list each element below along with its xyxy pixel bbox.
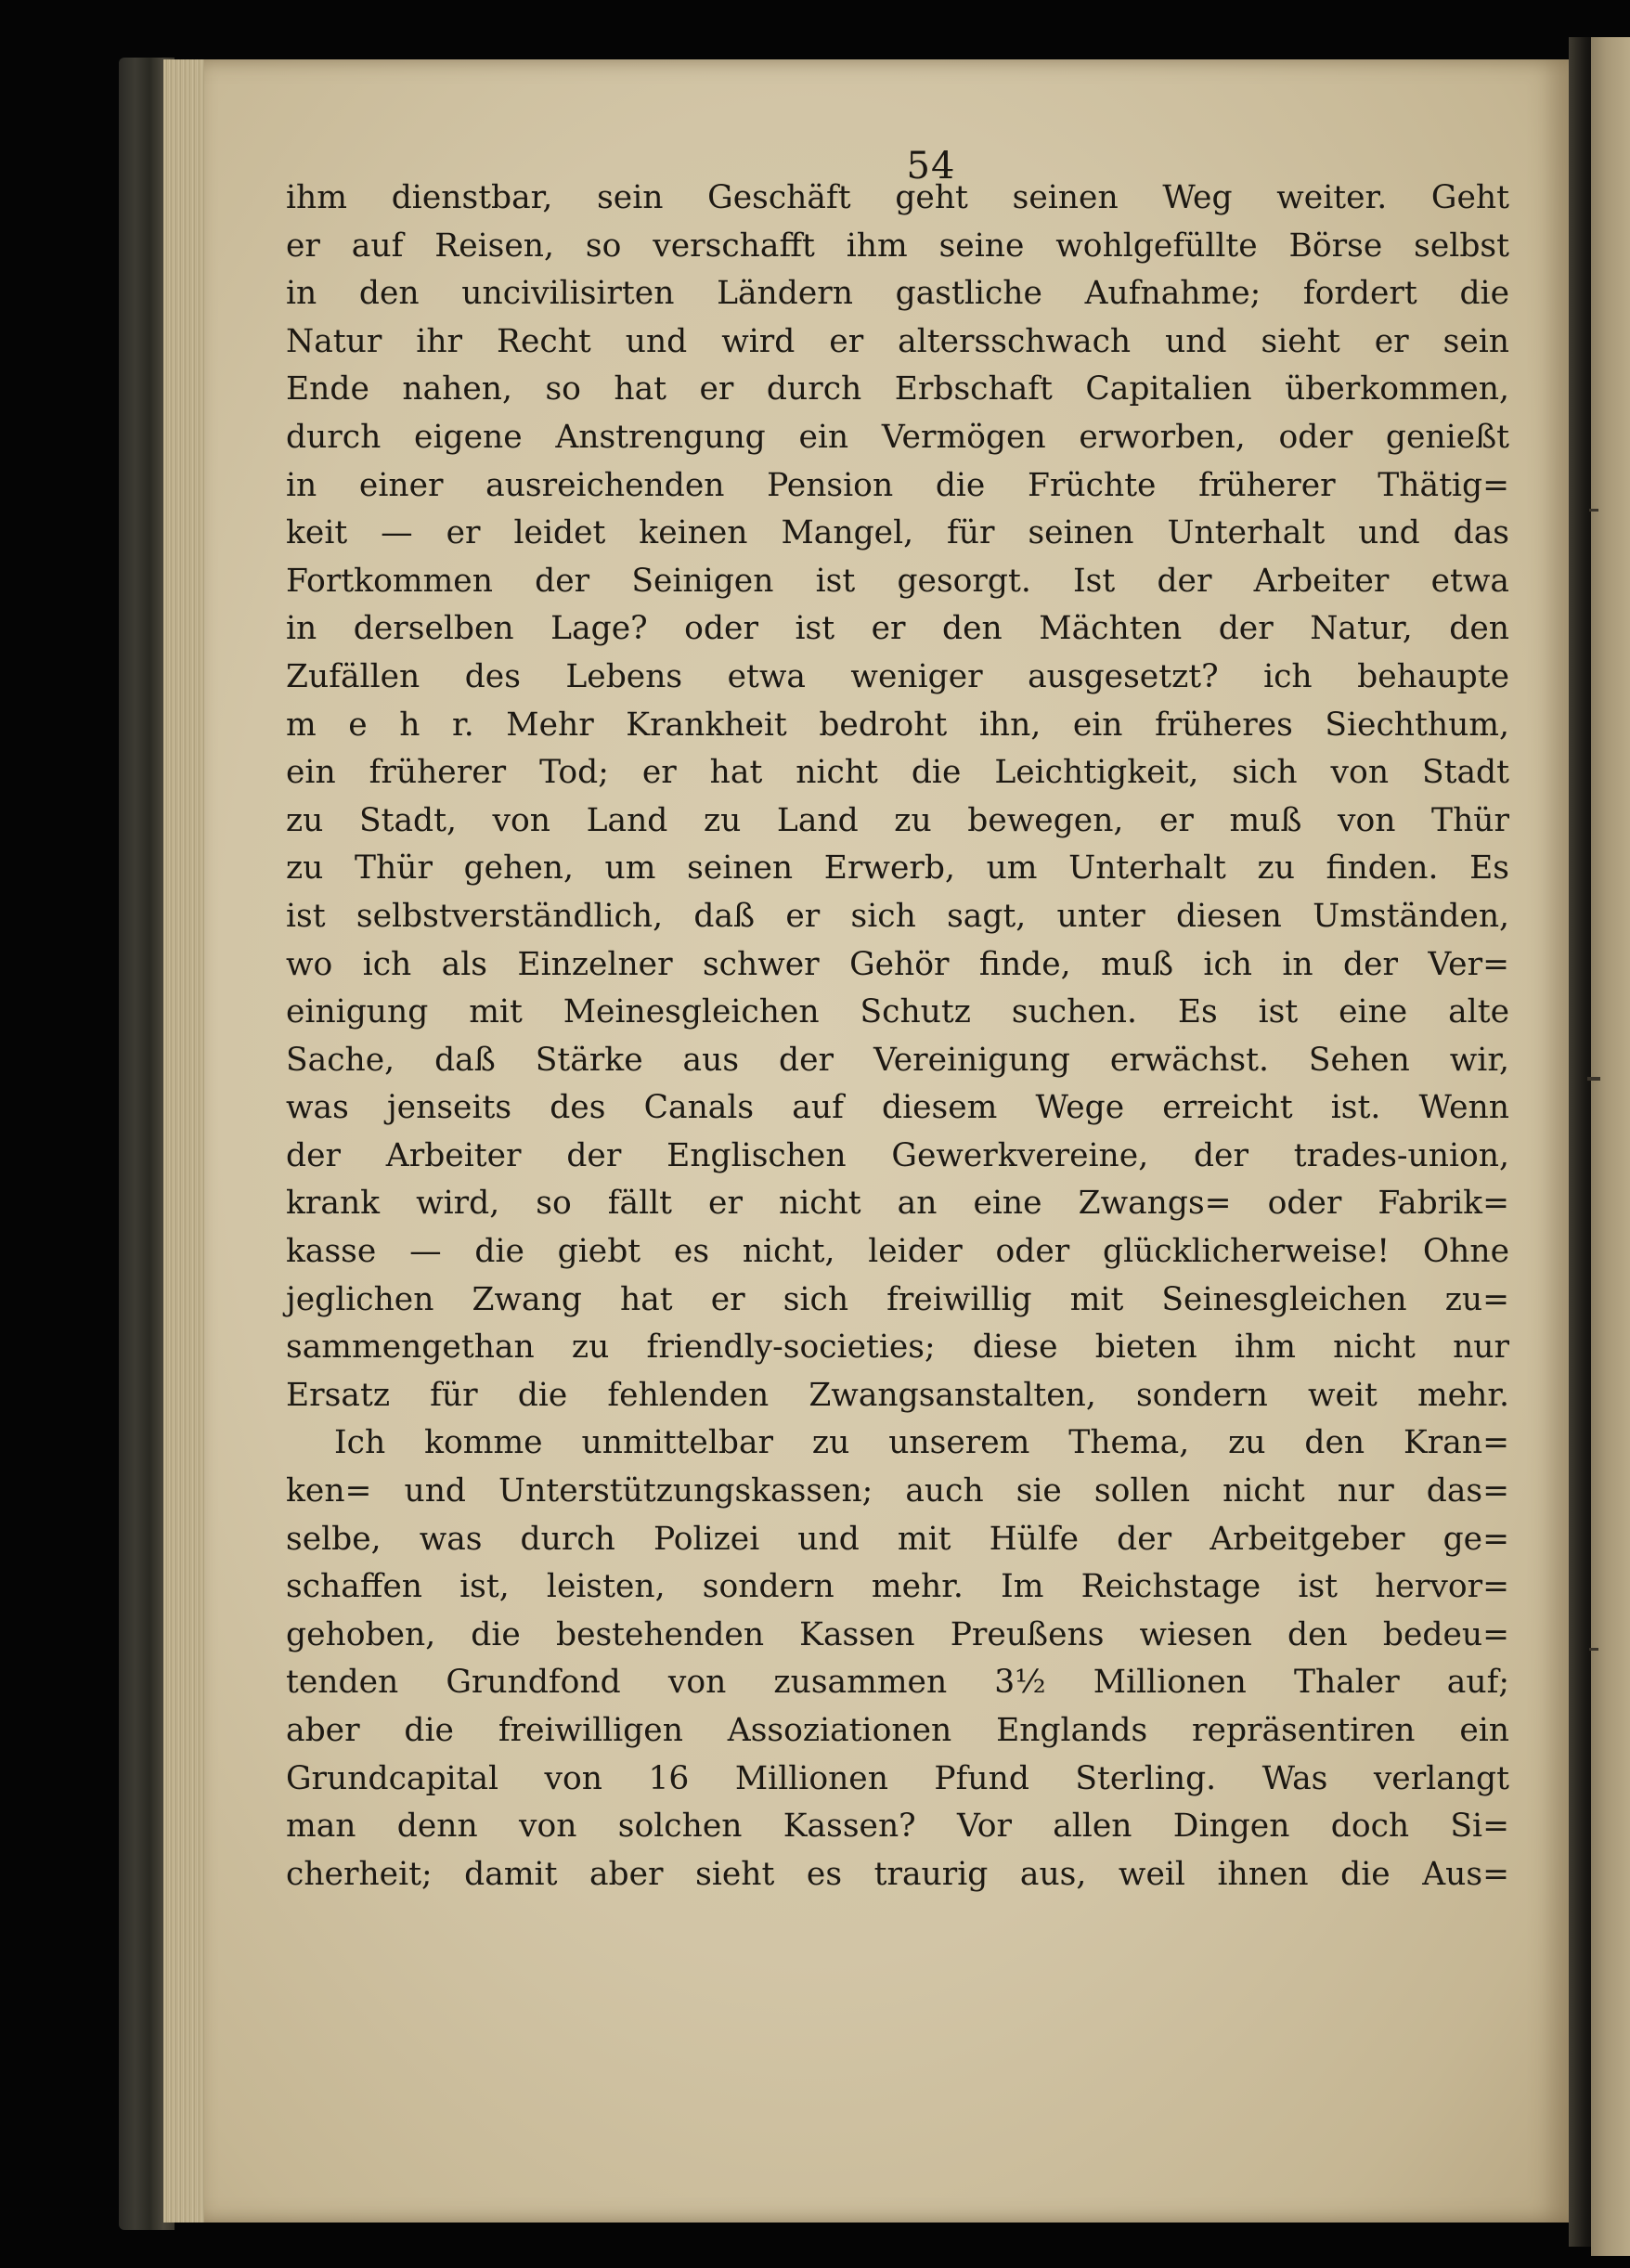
text-line: Zufällen des Lebens etwa weniger ausgesetzt? ich behaupte — [286, 657, 1509, 695]
margin-mark — [1589, 1648, 1598, 1651]
page-edges — [163, 59, 204, 2223]
text-line: ihm dienstbar, sein Geschäft geht seinen Weg weiter. Geht — [286, 179, 1509, 216]
text-line: schaffen ist, leisten, sondern mehr. Im Reichstage ist hervor= — [286, 1568, 1509, 1606]
text-line: gehoben, die bestehenden Kassen Preußens wiesen den bedeu= — [286, 1615, 1509, 1653]
text-line: sammengethan zu friendly-societies; diese bieten ihm nicht nur — [286, 1328, 1509, 1367]
text-line: Ersatz für die fehlenden Zwangsanstalten, sondern weit mehr. — [286, 1376, 1509, 1414]
text-line: er auf Reisen, so verschafft ihm seine wohlgefüllte Börse selbst — [286, 227, 1509, 265]
text-line: ein früherer Tod; er hat nicht die Leichtigkeit, sich von Stadt — [286, 754, 1509, 792]
text-line: was jenseits des Canals auf diesem Wege erreicht ist. Wenn — [286, 1089, 1509, 1127]
text-line: Sache, daß Stärke aus der Vereinigung erwächst. Sehen wir, — [286, 1041, 1509, 1079]
text-line: in einer ausreichenden Pension die Früchte früherer Thätig= — [286, 466, 1509, 504]
text-line: Natur ihr Recht und wird er altersschwach und sieht er sein — [286, 322, 1509, 360]
text-line: tenden Grundfond von zusammen 3½ Millionen Thaler auf; — [286, 1664, 1509, 1702]
text-line: einigung mit Meinesgleichen Schutz suchen. Es ist eine alte — [286, 993, 1509, 1031]
text-line: cherheit; damit aber sieht es traurig aus, weil ihnen die Aus= — [286, 1855, 1509, 1893]
text-line: wo ich als Einzelner schwer Gehör finde, muß ich in der Ver= — [286, 945, 1509, 983]
margin-mark — [1589, 509, 1598, 512]
text-line: man denn von solchen Kassen? Vor allen Dingen doch Si= — [286, 1808, 1509, 1846]
text-line: keit — er leidet keinen Mangel, für seinen Unterhalt und das — [286, 514, 1509, 552]
body-text — [286, 175, 1509, 1899]
text-line: zu Thür gehen, um seinen Erwerb, um Unterhalt zu finden. Es — [286, 849, 1509, 888]
text-line: jeglichen Zwang hat er sich freiwillig mit Seinesgleichen zu= — [286, 1280, 1509, 1318]
text-line: Ende nahen, so hat er durch Erbschaft Capitalien überkommen, — [286, 370, 1509, 408]
text-line: durch eigene Anstrengung ein Vermögen erworben, oder genießt — [286, 418, 1509, 456]
text-line: m e h r. Mehr Krankheit bedroht ihn, ein früheres Siechthum, — [286, 706, 1509, 744]
page-number: 54 — [906, 145, 956, 188]
text-line: in den uncivilisirten Ländern gastliche Aufnahme; fordert die — [286, 275, 1509, 313]
text-line: krank wird, so fällt er nicht an eine Zwangs= oder Fabrik= — [286, 1185, 1509, 1223]
facing-page-edge — [1591, 37, 1630, 2256]
text-line: Ich komme unmittelbar zu unserem Thema, zu den Kran= — [334, 1424, 1509, 1462]
text-line: selbe, was durch Polizei und mit Hülfe der Arbeitgeber ge= — [286, 1520, 1509, 1558]
text-line: in derselben Lage? oder ist er den Mächten der Natur, den — [286, 610, 1509, 648]
text-line: ist selbstverständlich, daß er sich sagt, unter diesen Umständen, — [286, 897, 1509, 935]
text-line: aber die freiwilligen Assoziationen Englands repräsentiren ein — [286, 1712, 1509, 1749]
margin-mark — [1587, 1077, 1600, 1081]
text-line: der Arbeiter der Englischen Gewerkvereine, der trades-union, — [286, 1136, 1509, 1174]
text-line: ken= und Unterstützungskassen; auch sie sollen nicht nur das= — [286, 1472, 1509, 1510]
text-line: kasse — die giebt es nicht, leider oder glücklicherweise! Ohne — [286, 1233, 1509, 1271]
text-line: Fortkommen der Seinigen ist gesorgt. Ist der Arbeiter etwa — [286, 562, 1509, 600]
text-line: zu Stadt, von Land zu Land zu bewegen, er muß von Thür — [286, 801, 1509, 839]
text-line: Grundcapital von 16 Millionen Pfund Sterling. Was verlangt — [286, 1759, 1509, 1797]
